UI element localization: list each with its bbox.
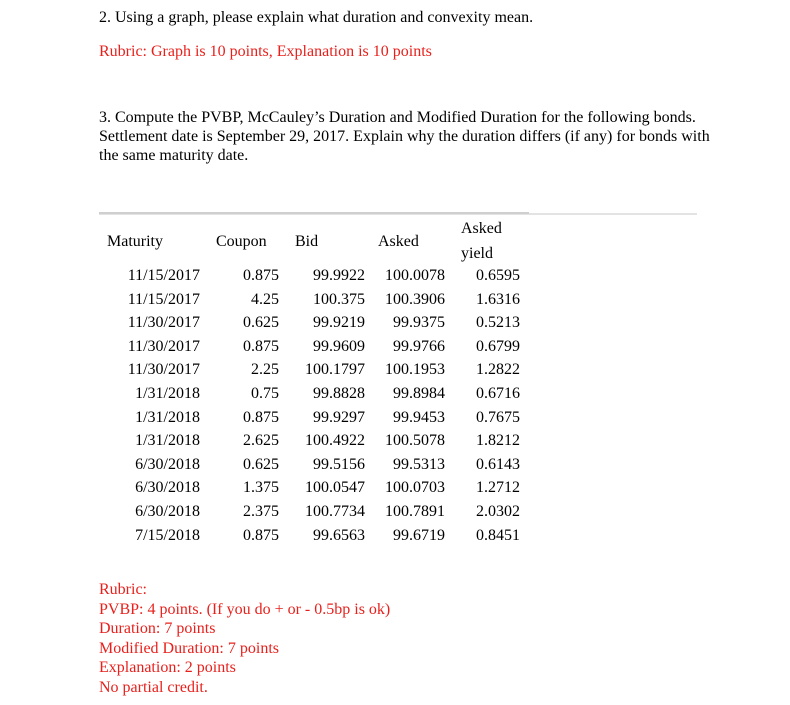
maturity-cell: 1/31/2018	[135, 432, 200, 450]
table-row	[0, 500, 790, 524]
table-row	[0, 358, 790, 382]
question-3-rubric	[99, 580, 390, 697]
bid-cell: 100.375	[313, 290, 365, 308]
asked-yield-cell: 1.6316	[476, 290, 520, 308]
bid-cell: 99.9609	[313, 337, 365, 355]
asked-yield-cell: 0.6799	[476, 337, 520, 355]
asked-cell: 100.5078	[385, 432, 445, 450]
question-2-rubric: Rubric: Graph is 10 points, Explanation is 10 points	[99, 43, 432, 60]
table-row	[0, 335, 790, 359]
coupon-cell: 0.875	[243, 267, 279, 284]
asked-cell: 100.7891	[385, 502, 445, 520]
maturity-cell: 1/31/2018	[135, 408, 200, 426]
asked-cell: 99.9453	[393, 408, 445, 426]
table-row	[0, 382, 790, 406]
rubric-line: Explanation: 2 points	[99, 659, 236, 676]
maturity-cell: 11/30/2017	[127, 314, 200, 332]
table-row	[0, 429, 790, 453]
header-asked-yield-line-2: yield	[461, 245, 493, 262]
coupon-cell: 2.625	[243, 432, 279, 450]
maturity-cell: 11/30/2017	[127, 337, 200, 355]
maturity-cell: 11/30/2017	[127, 361, 200, 379]
bid-cell: 99.6563	[313, 526, 365, 544]
asked-yield-cell: 0.6143	[476, 455, 520, 473]
asked-cell: 99.5313	[393, 455, 445, 473]
asked-yield-cell: 0.6595	[476, 267, 520, 284]
maturity-cell: 11/15/2017	[127, 290, 200, 308]
asked-cell: 99.8984	[393, 384, 445, 402]
coupon-cell: 2.375	[243, 502, 279, 520]
coupon-cell: 0.75	[251, 384, 279, 402]
bid-cell: 99.5156	[313, 455, 365, 473]
bid-cell: 99.9219	[313, 314, 365, 332]
bid-cell: 100.1797	[305, 361, 365, 379]
maturity-cell: 11/15/2017	[127, 267, 200, 284]
asked-cell: 99.9375	[393, 314, 445, 332]
question-3-text	[99, 108, 789, 165]
maturity-cell: 6/30/2018	[135, 502, 200, 520]
table-row	[0, 264, 790, 288]
table-row	[0, 288, 790, 312]
asked-cell: 100.0703	[385, 479, 445, 497]
asked-yield-cell: 0.5213	[476, 314, 520, 332]
rubric-line: Modified Duration: 7 points	[99, 639, 279, 657]
coupon-cell: 0.875	[243, 337, 279, 355]
header-asked-yield-line-1: Asked	[461, 220, 502, 237]
asked-yield-cell: 0.8451	[476, 526, 520, 544]
question-3-line-3: the same maturity date.	[99, 147, 249, 164]
table-row	[0, 453, 790, 477]
header-maturity: Maturity	[107, 233, 163, 250]
bid-cell: 99.9297	[313, 408, 365, 426]
maturity-cell: 7/15/2018	[135, 526, 200, 544]
coupon-cell: 0.625	[243, 455, 279, 473]
bid-cell: 100.0547	[305, 479, 365, 497]
maturity-cell: 6/30/2018	[135, 455, 200, 473]
coupon-cell: 0.875	[243, 408, 279, 426]
table-row	[0, 406, 790, 430]
table-row	[0, 476, 790, 500]
bid-cell: 99.8828	[313, 384, 365, 402]
maturity-cell: 6/30/2018	[135, 479, 200, 497]
asked-yield-cell: 0.7675	[476, 408, 520, 426]
asked-cell: 100.1953	[385, 361, 445, 379]
rubric-line: Rubric:	[99, 581, 147, 598]
coupon-cell: 2.25	[251, 361, 279, 379]
coupon-cell: 4.25	[251, 290, 279, 308]
asked-cell: 99.6719	[393, 526, 445, 544]
coupon-cell: 0.875	[243, 526, 279, 544]
asked-cell: 100.0078	[385, 267, 445, 284]
header-asked: Asked	[378, 233, 419, 250]
bid-cell: 100.4922	[305, 432, 365, 450]
bid-cell: 100.7734	[305, 502, 365, 520]
asked-yield-cell: 2.0302	[476, 502, 520, 520]
rubric-line: No partial credit.	[99, 678, 208, 696]
asked-cell: 100.3906	[385, 290, 445, 308]
coupon-cell: 1.375	[243, 479, 279, 497]
question-3-line-2: Settlement date is September 29, 2017. Explain why the duration differs (if any) for bonds with	[99, 128, 710, 145]
table-body	[0, 264, 790, 547]
asked-yield-cell: 1.2712	[476, 479, 520, 497]
question-3-line-1: 3. Compute the PVBP, McCauley’s Duration and Modified Duration for the following bonds.	[99, 109, 696, 126]
coupon-cell: 0.625	[243, 314, 279, 332]
question-2-text: 2. Using a graph, please explain what duration and convexity mean.	[99, 9, 534, 26]
maturity-cell: 1/31/2018	[135, 384, 200, 402]
asked-yield-cell: 1.8212	[476, 432, 520, 450]
header-bid: Bid	[295, 233, 319, 250]
bid-cell: 99.9922	[313, 267, 365, 284]
asked-cell: 99.9766	[393, 337, 445, 355]
rubric-line: Duration: 7 points	[99, 620, 216, 637]
table-top-rule-inner	[99, 212, 529, 214]
rubric-line: PVBP: 4 points. (If you do + or - 0.5bp is ok)	[99, 600, 391, 618]
header-coupon: Coupon	[216, 233, 267, 250]
asked-yield-cell: 0.6716	[476, 384, 520, 402]
asked-yield-cell: 1.2822	[476, 361, 520, 379]
table-row	[0, 524, 790, 548]
table-row	[0, 311, 790, 335]
